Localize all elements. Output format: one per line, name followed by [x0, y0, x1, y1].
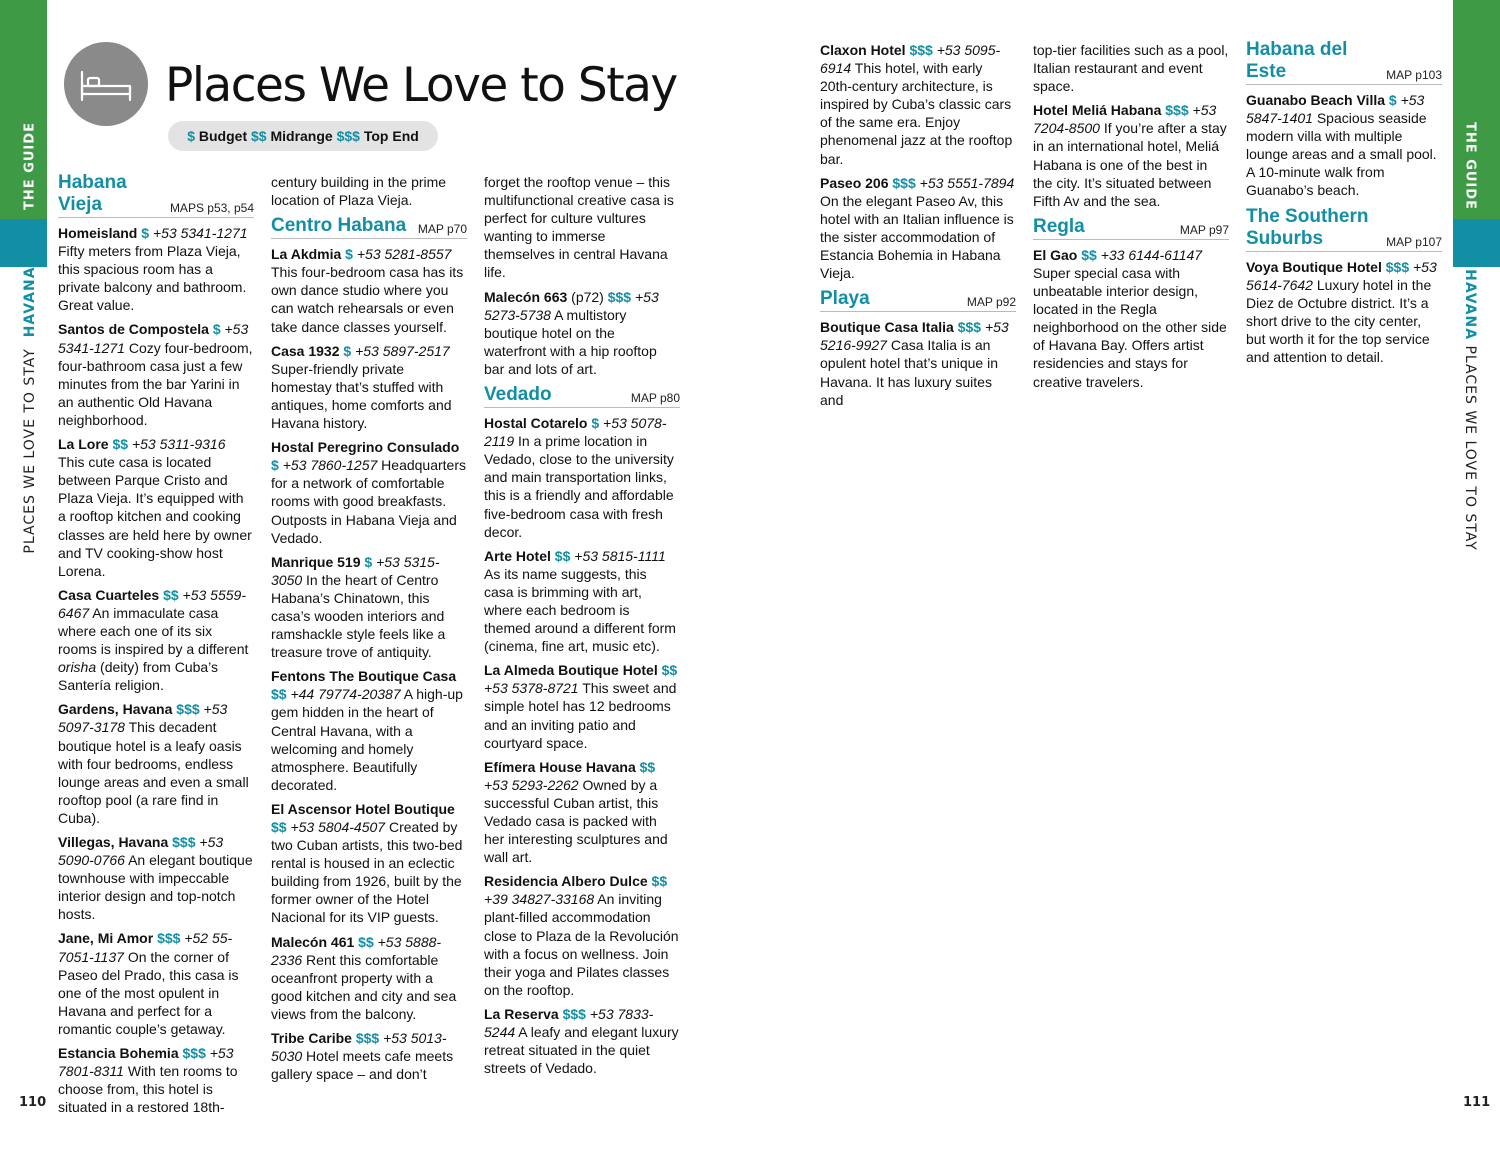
listing: Hotel Meliá Habana $$$ +53 7204-8500 If you’re after a stay in an international hotel, Meliá Habana is one of the best in the city. It’s situated between Fifth Av and the sea. — [1033, 102, 1227, 209]
listing: La Akdmia $ +53 5281-8557 This four-bedroom casa has its own dance studio where you can watch rehearsals or even take dance classes yourself. — [271, 246, 464, 335]
listing: La Lore $$ +53 5311-9316 This cute casa is located between Parque Cristo and Plaza Vieja. It’s equipped with a rooftop kitchen and cooking classes are held here by owner and TV cooking-show host Lorena. — [58, 436, 252, 579]
listing: La Almeda Boutique Hotel $$ +53 5378-8721 This sweet and simple hotel has 12 bedrooms and an inviting patio and courtyard space. — [484, 662, 678, 751]
right-running-head: HAVANA PLACES WE LOVE TO STAY — [1462, 269, 1478, 551]
listing: Jane, Mi Amor $$$ +52 55-7051-1137 On the corner of Paseo del Prado, this casa is one of the most opulent in Havana and perfect for a romantic couple’s getaway. — [58, 930, 239, 1037]
listing: Boutique Casa Italia $$$ +53 5216-9927 Casa Italia is an opulent hotel that’s unique in Havana. It has luxury suites and — [820, 319, 1009, 408]
listing: Voya Boutique Hotel $$$ +53 5614-7642 Luxury hotel in the Diez de Octubre district. It’s a short drive to the city center, but worth it for the top service and attention to detail. — [1246, 258, 1437, 366]
guide-tab-blue-right — [1453, 219, 1500, 267]
listing: Casa Cuarteles $$ +53 5559-6467 An immaculate casa where each one of its six rooms is inspired by a different orisha (deity) from Cuba’s Santería religion. — [58, 586, 249, 694]
guide-tab-blue — [0, 219, 47, 267]
section-heading-regla: Regla MAP p97 — [1033, 216, 1229, 240]
listing: Malecón 663 (p72) $$$ +53 5273-5738 A multistory boutique hotel on the waterfront with a hip rooftop bar and lots of art. — [484, 288, 659, 377]
section-heading-centro-habana: Centro Habana MAP p70 — [271, 215, 467, 239]
section-heading-southern-suburbs: The Southern Suburbs MAP p107 — [1246, 206, 1442, 252]
column-3 — [484, 173, 680, 1083]
page-title: Places We Love to Stay — [165, 58, 677, 113]
listing: Hostal Cotarelo $ +53 5078-2119 In a prime location in Vedado, close to the university and main transportation links, this is a friendly and affordable five-bedroom casa with fresh decor. — [484, 415, 674, 540]
right-edge-tab — [1453, 0, 1500, 1154]
listing: Residencia Albero Dulce $$ +39 34827-33168 An inviting plant-filled accommodation close to Plaza de la Revolución with a focus on wellness. Join their yoga and Pilates classes on the rooftop. — [484, 873, 679, 998]
listing: Manrique 519 $ +53 5315-3050 In the heart of Centro Habana’s Chinatown, this casa’s wooden interiors and ramshackle style feels like a treasure trove of antiquity. — [271, 553, 446, 661]
column-4 — [820, 41, 1016, 415]
page-number-right: 111 — [1463, 1095, 1491, 1110]
listing: Villegas, Havana $$$ +53 5090-0766 An elegant boutique townhouse with impeccable interior design and top-notch hosts. — [58, 834, 253, 923]
listing: Santos de Compostela $ +53 5341-1271 Cozy four-bedroom, four-bathroom casa just a few minutes from the bar Yarini in an authentic Old Havana neighborhood. — [58, 321, 253, 428]
listing: Gardens, Havana $$$ +53 5097-3178 This decadent boutique hotel is a leafy oasis with four bedrooms, endless lounge areas and even a small rooftop pool (a rare find in Cuba). — [58, 701, 249, 826]
listing: Paseo 206 $$$ +53 5551-7894 On the elegant Paseo Av, this hotel with an Italian influence is the sister accommodation of Estancia Bohemia in Habana Vieja. — [820, 174, 1015, 282]
left-running-head: PLACES WE LOVE TO STAY HAVANA — [22, 266, 38, 554]
listing: Homeisland $ +53 5341-1271 Fifty meters from Plaza Vieja, this spacious room has a private balcony and bathroom. Great value. — [58, 225, 248, 314]
right-guide-label: THE GUIDE — [1462, 122, 1478, 210]
column-5 — [1033, 41, 1229, 397]
column-1 — [58, 172, 254, 1122]
listing: Efímera House Havana $$ +53 5293-2262 Owned by a successful Cuban artist, this Vedado casa is packed with her interesting sculptures and wall art. — [484, 758, 668, 866]
column-2 — [271, 173, 467, 1089]
left-edge-tab — [0, 0, 47, 1154]
listing: Hostal Peregrino Consulado $ +53 7860-1257 Headquarters for a network of comfortable rooms with good breakfasts. Outposts in Habana Vieja and Vedado. — [271, 439, 466, 546]
section-heading-habana-vieja: Habana Vieja MAPS p53, p54 — [58, 172, 254, 218]
bed-icon — [64, 42, 148, 126]
section-heading-habana-del-este: Habana del Este MAP p103 — [1246, 39, 1442, 85]
listing: Tribe Caribe $$$ +53 5013-5030 Hotel meets cafe meets gallery space – and don’t — [271, 1030, 454, 1083]
page-number-left: 110 — [19, 1095, 47, 1110]
listing: Casa 1932 $ +53 5897-2517 Super-friendly private homestay that’s stuffed with antiques, home comforts and Havana history. — [271, 342, 452, 432]
listing: El Ascensor Hotel Boutique $$ +53 5804-4507 Created by two Cuban artists, this two-bed rental is housed in an eclectic building from 1926, built by the former owner of the Hotel Nacional for its VIP guests. — [271, 800, 463, 926]
price-legend: $ Budget $$ Midrange $$$ Top End — [168, 121, 438, 151]
listing: Claxon Hotel $$$ +53 5095-6914 This hotel, with early 20th-century architecture, is inspired by Cuba’s classic cars of the same era. Enjoy phenomenal jazz at the rooftop bar. — [820, 42, 1013, 167]
continued-text: forget the rooftop venue – this multifunctional creative casa is perfect for culture vultures wanting to immerse themselves in central Havana life. — [484, 174, 674, 281]
listing: Malecón 461 $$ +53 5888-2336 Rent this comfortable oceanfront property with a good kitchen and city and sea views from the balcony. — [271, 933, 457, 1022]
listing: La Reserva $$$ +53 7833-5244 A leafy and elegant luxury retreat situated in the quiet streets of Vedado. — [484, 1005, 679, 1077]
section-heading-playa: Playa MAP p92 — [820, 288, 1016, 312]
listing: Guanabo Beach Villa $ +53 5847-1401 Spacious seaside modern villa with multiple lounge areas and a small pool. A 10-minute walk from Guanabo’s beach. — [1246, 92, 1437, 199]
listing: El Gao $$ +33 6144-61147 Super special casa with unbeatable interior design, located in the Regla neighborhood on the other side of Havana Bay. Offers artist residencies and stays for creative travelers. — [1033, 246, 1227, 390]
section-heading-vedado: Vedado MAP p80 — [484, 384, 680, 408]
continued-text: top-tier facilities such as a pool, Italian restaurant and event space. — [1033, 42, 1229, 95]
column-6 — [1246, 39, 1442, 372]
listing: Estancia Bohemia $$$ +53 7801-8311 With ten rooms to choose from, this hotel is situated in a restored 18th- — [58, 1045, 238, 1116]
listing: Arte Hotel $$ +53 5815-1111 As its name suggests, this casa is brimming with art, where each bedroom is themed around a different form (cinema, fine art, music etc). — [484, 547, 676, 655]
left-guide-label: THE GUIDE — [22, 122, 38, 210]
listing: Fentons The Boutique Casa $$ +44 79774-20387 A high-up gem hidden in the heart of Central Havana, with a welcoming and homely atmosphere. Beautifully decorated. — [271, 668, 463, 793]
continued-text: century building in the prime location of Plaza Vieja. — [271, 174, 447, 209]
